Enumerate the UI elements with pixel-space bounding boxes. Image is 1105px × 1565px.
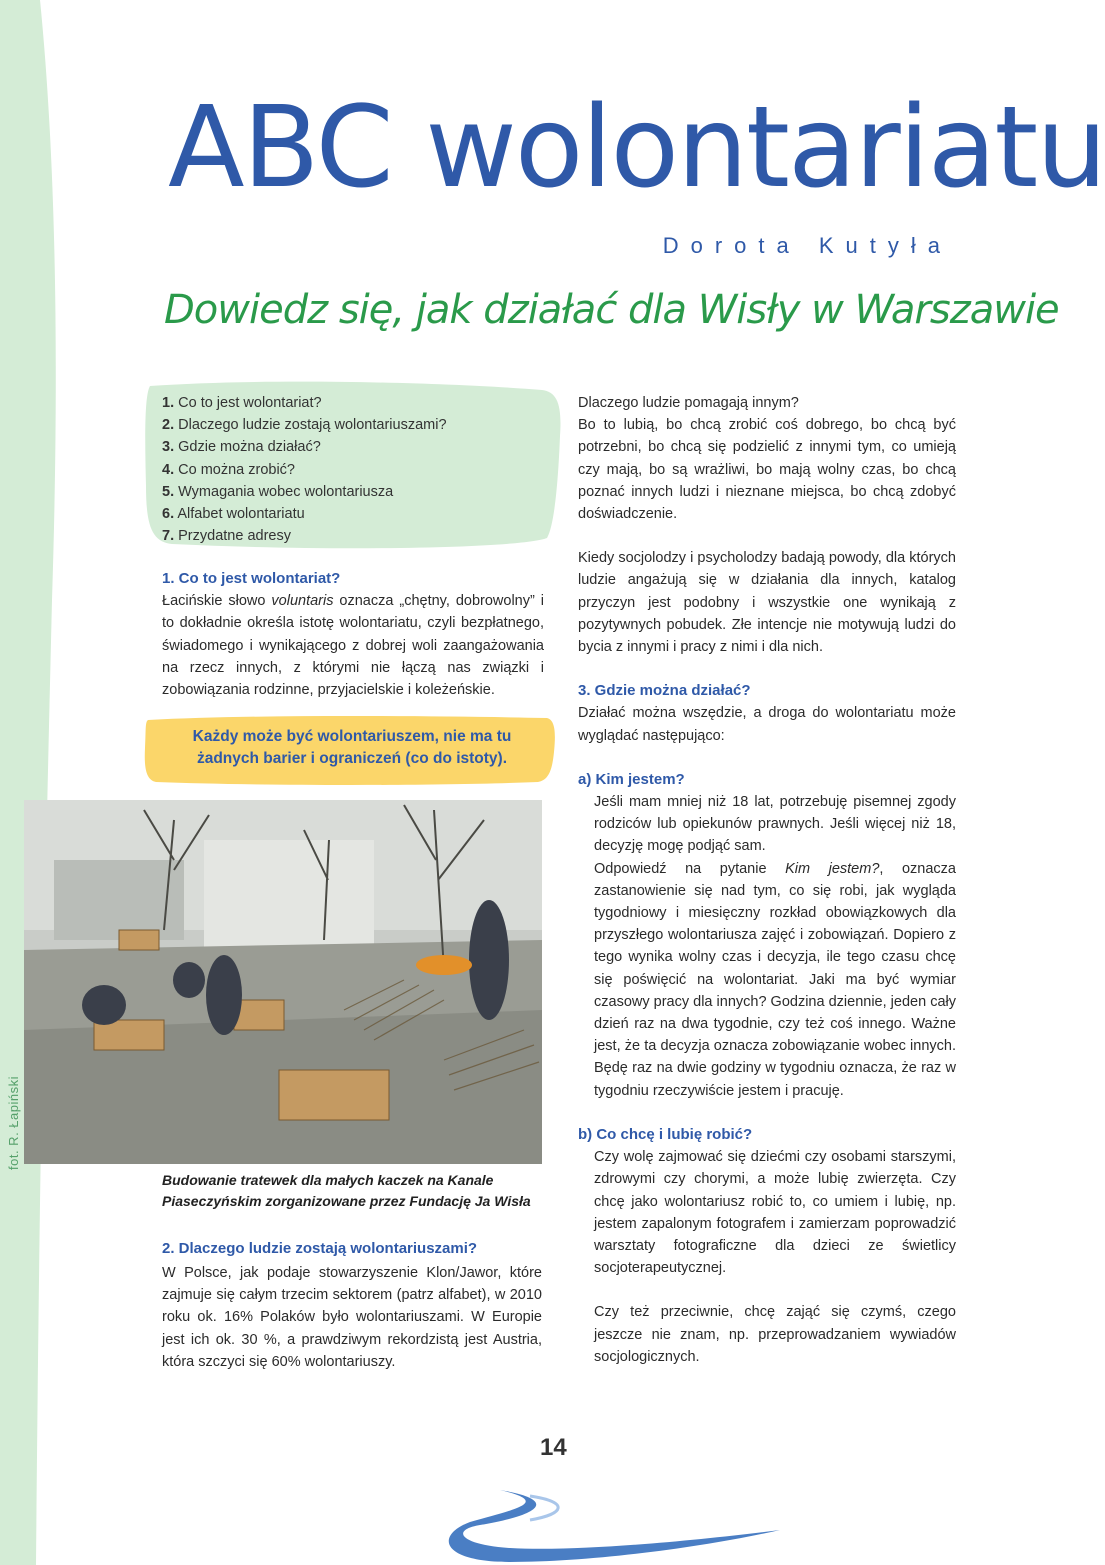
section-1 bbox=[162, 568, 544, 701]
author-name: Dorota Kutyła bbox=[662, 233, 952, 258]
subsection-b-heading: b) Co chcę i lubię robić? bbox=[578, 1125, 753, 1143]
section-2-body: W Polsce, jak podaje stowarzyszenie Klon/Jawor, które zajmuje się całym trzecim sektorem (patrz alfabet), w 2010 roku ok. 16% Polaków było wolontariuszami. W Europie jest ich ok. 30 %, a prawdziwym rekordzistą jest Austria, która szczyci się 60% wolontariuszy. bbox=[162, 1265, 542, 1370]
toc-item[interactable]: 3. Gdzie można działać? bbox=[162, 439, 321, 456]
subsection-a-para-1: Jeśli mam mniej niż 18 lat, potrzebuję pisemnej zgody rodziców lub opiekunów prawnych. Jeśli więcej niż 18, decyzję mogę podjąć sam. bbox=[594, 794, 956, 855]
section-2-heading: 2. Dlaczego ludzie zostają wolontariuszami? bbox=[162, 1240, 478, 1257]
section-1-body: Łacińskie słowo voluntaris oznacza „chętny, dobrowolny” i to dokładnie określa istotę wolontariatu, czyli bezpłatnego, świadomego i wynikającego z dobrej woli zaangażowania na rzecz innych, z którymi nie łączą nas związki i zobowiązania rodzinne, przyjacielskie i koleżeńskie. bbox=[162, 593, 544, 699]
volunteers-photo bbox=[24, 800, 542, 1164]
page-number: 14 bbox=[540, 1434, 567, 1461]
toc-item[interactable]: 1. Co to jest wolontariat? bbox=[162, 395, 322, 411]
photo-caption: Budowanie tratewek dla małych kaczek na Kanale Piaseczyńskim zorganizowane przez Fundację Ja Wisła bbox=[162, 1172, 531, 1209]
subsection-b-para-2: Czy też przeciwnie, chcę zająć się czymś, czego jeszcze nie znam, np. przeprowadzaniem wywiadów socjologicznych. bbox=[594, 1304, 956, 1365]
right-column bbox=[578, 392, 956, 1368]
photo-credit: fot. R. Łapiński bbox=[6, 1076, 21, 1170]
toc-item[interactable]: 2. Dlaczego ludzie zostają wolontariuszami? bbox=[162, 417, 447, 434]
reasons-paragraph: Bo to lubią, bo chcą zrobić coś dobrego, bo chcą być potrzebni, bo chcą się podzielić z innymi tym, co umieją czy mają, bo są wrażliwi, bo mają wolny czas, bo chcą poznać innych ludzi i nieznane miejsca, bo chcą zdobyć doświadczenie. bbox=[578, 417, 956, 523]
table-of-contents bbox=[162, 392, 447, 547]
subsection-a-para-2: Odpowiedź na pytanie Kim jestem?, oznacza zastanowienie się nad tym, co się robi, jak wygląda tygodniowy i miesięczny rozkład obowiązkowych dla przyszłego wolontariusza zajęć i zobowiązań. Dopiero z tego wynika wolny czas i decyzja, ile tego czasu chcę się poświęcić na wolontariat. Jaki ma być wymiar czasowy pracy dla innych? Godzina dziennie, jeden cały dzień raz na dwa tygodnie, czy też coś innego. Ważne jest, że ta decyzja oznacza zobowiązanie wobec innych. Będę raz na dwie godziny w tygodniu oznacza, że raz w tygodniu rzeczywiście jestem i pracuję. bbox=[594, 860, 956, 1099]
sociology-paragraph: Kiedy socjolodzy i psycholodzy badają powody, dla których ludzie angażują się w działania dla innych, katalog przyczyn jest podobny i wszystkie one wynikają z pozytywnych pobudek. Złe intencje nie motywują ludzi do bycia z innymi i pracy z nimi i dla nich. bbox=[578, 550, 956, 656]
subsection-b-para-1: Czy wolę zajmować się dziećmi czy osobami starszymi, zdrowymi czy chorymi, a może lubię zwierzęta. Czy chcę jako wolontariusz robić to, co umiem i lubię, np. jestem zapalonym fotografem i zamierzam poprowadzić warsztaty fotograficzne dla dzieci ze świetlicy socjoterapeutycznej. bbox=[594, 1149, 956, 1277]
question-line: Dlaczego ludzie pomagają innym? bbox=[578, 395, 799, 411]
toc-item[interactable]: 6. Alfabet wolontariatu bbox=[162, 506, 305, 523]
highlight-quote: Każdy może być wolontariuszem, nie ma tu żadnych barier i ograniczeń (co do istoty). bbox=[192, 728, 512, 767]
subsection-a-heading: a) Kim jestem? bbox=[578, 770, 685, 788]
page-subtitle: Dowiedz się, jak działać dla Wisły w Warszawie bbox=[164, 287, 1059, 333]
toc-item[interactable]: 4. Co można zrobić? bbox=[162, 461, 295, 478]
toc-item[interactable]: 5. Wymagania wobec wolontariusza bbox=[162, 483, 394, 500]
section-3-heading: 3. Gdzie można działać? bbox=[578, 682, 751, 700]
river-decoration bbox=[440, 1470, 800, 1565]
page-title: ABC wolontariatu bbox=[168, 83, 1105, 213]
section-3-body: Działać można wszędzie, a droga do wolontariatu może wyglądać następująco: bbox=[578, 705, 956, 744]
toc-item[interactable]: 7. Przydatne adresy bbox=[162, 528, 291, 545]
section-1-heading: 1. Co to jest wolontariat? bbox=[162, 570, 341, 587]
